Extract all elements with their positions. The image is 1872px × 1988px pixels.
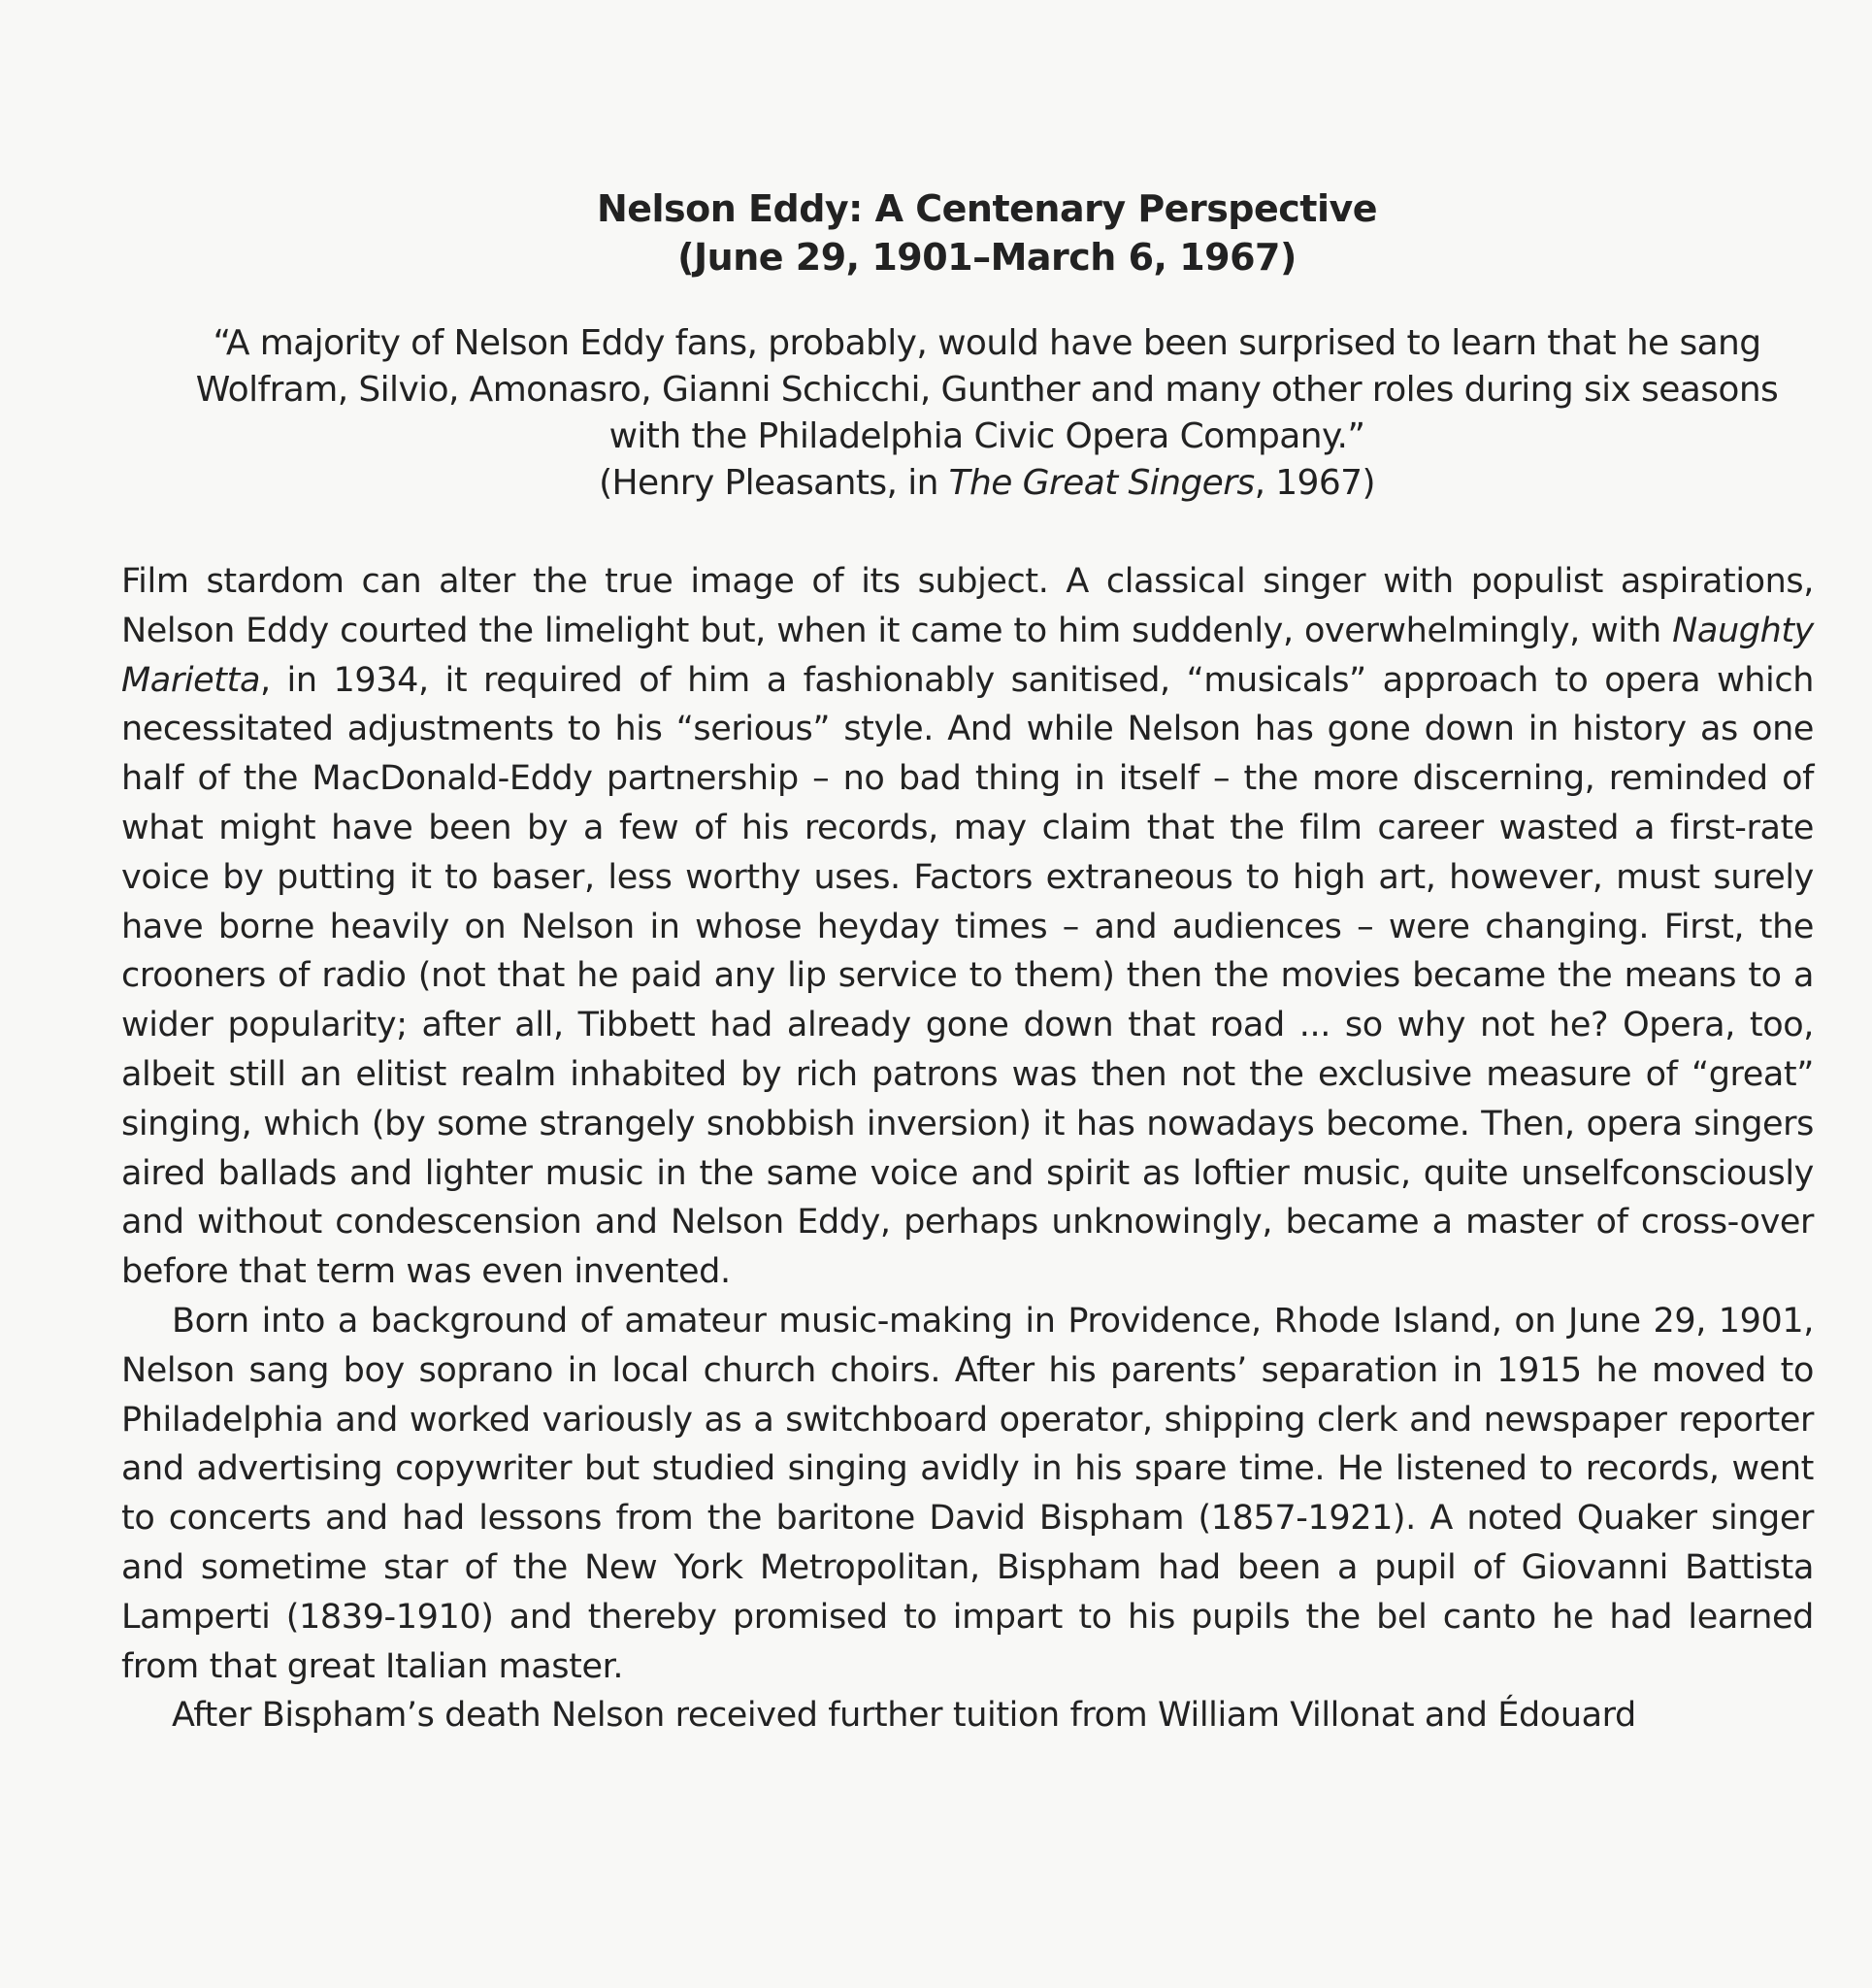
attribution-suffix: , 1967) bbox=[1254, 463, 1375, 503]
epigraph-attribution bbox=[160, 460, 1814, 507]
attribution-book-title: The Great Singers bbox=[948, 463, 1255, 503]
paragraph-1 bbox=[121, 557, 1814, 1297]
article-title bbox=[121, 184, 1814, 282]
film-title: Naughty Marietta bbox=[121, 611, 1814, 700]
article-body bbox=[121, 557, 1814, 1740]
title-line-1: Nelson Eddy: A Centenary Perspective bbox=[596, 187, 1378, 230]
paragraph-3: After Bispham’s death Nelson received further tuition from William Villonat and Édouard bbox=[172, 1696, 1636, 1736]
paragraph-2: Born into a background of amateur music-making in Providence, Rhode Island, on June 29, 1901, Nelson sang boy soprano in local church choirs. After his parents’ separation in 1915 he moved to Philadelphia and worked variously as a switchboard operator, shipping clerk and newspaper reporter and advertising copywriter but studied singing avidly in his spare time. He listened to records, went to concerts and had lessons from the baritone David Bispham (1857-1921). A noted Quaker singer and sometime star of the New York Metropolitan, Bispham had been a pupil of Giovanni Battista Lamperti (1839-1910) and thereby promised to impart to his pupils the bel canto he had learned from that great Italian master. bbox=[121, 1301, 1814, 1686]
attribution-prefix: (Henry Pleasants, in bbox=[599, 463, 949, 503]
title-line-2: (June 29, 1901–March 6, 1967) bbox=[677, 236, 1297, 279]
epigraph-quote: “A majority of Nelson Eddy fans, probably, would have been surprised to learn that he sang Wolfram, Silvio, Amonasro, Gianni Schicchi, Gunther and many other roles during six seasons with the Philadelphia Civic Opera Company.” bbox=[195, 323, 1779, 456]
paragraph-1-text-b: , in 1934, it required of him a fashionably sanitised, “musicals” approach to opera which necessitated adjustments to his “serious” style. And while Nelson has gone down in history as one half of the MacDonald-Eddy partnership – no bad thing in itself – the more discerning, reminded of what might have been by a few of his records, may claim that the film career wasted a first-rate voice by putting it to baser, less worthy uses. Factors extraneous to high art, however, must surely have borne heavily on Nelson in whose heyday times – and audiences – were changing. First, the crooners of radio (not that he paid any lip service to them) then the movies became the means to a wider popularity; after all, Tibbett had already gone down that road ... so why not he? Opera, too, albeit still an elitist realm inhabited by rich patrons was then not the exclusive measure of “great” singing, which (by some strangely snobbish inversion) it has nowadays become. Then, opera singers aired ballads and lighter music in the same voice and spirit as loftier music, quite unselfconsciously and without condescension and Nelson Eddy, perhaps unknowingly, became a master of cross-over before that term was even invented. bbox=[121, 660, 1814, 1292]
paragraph-1-text-a: Film stardom can alter the true image of its subject. A classical singer with populist aspirations, Nelson Eddy courted the limelight but, when it came to him suddenly, overwhelmingly, with bbox=[121, 562, 1814, 650]
epigraph bbox=[121, 320, 1814, 507]
